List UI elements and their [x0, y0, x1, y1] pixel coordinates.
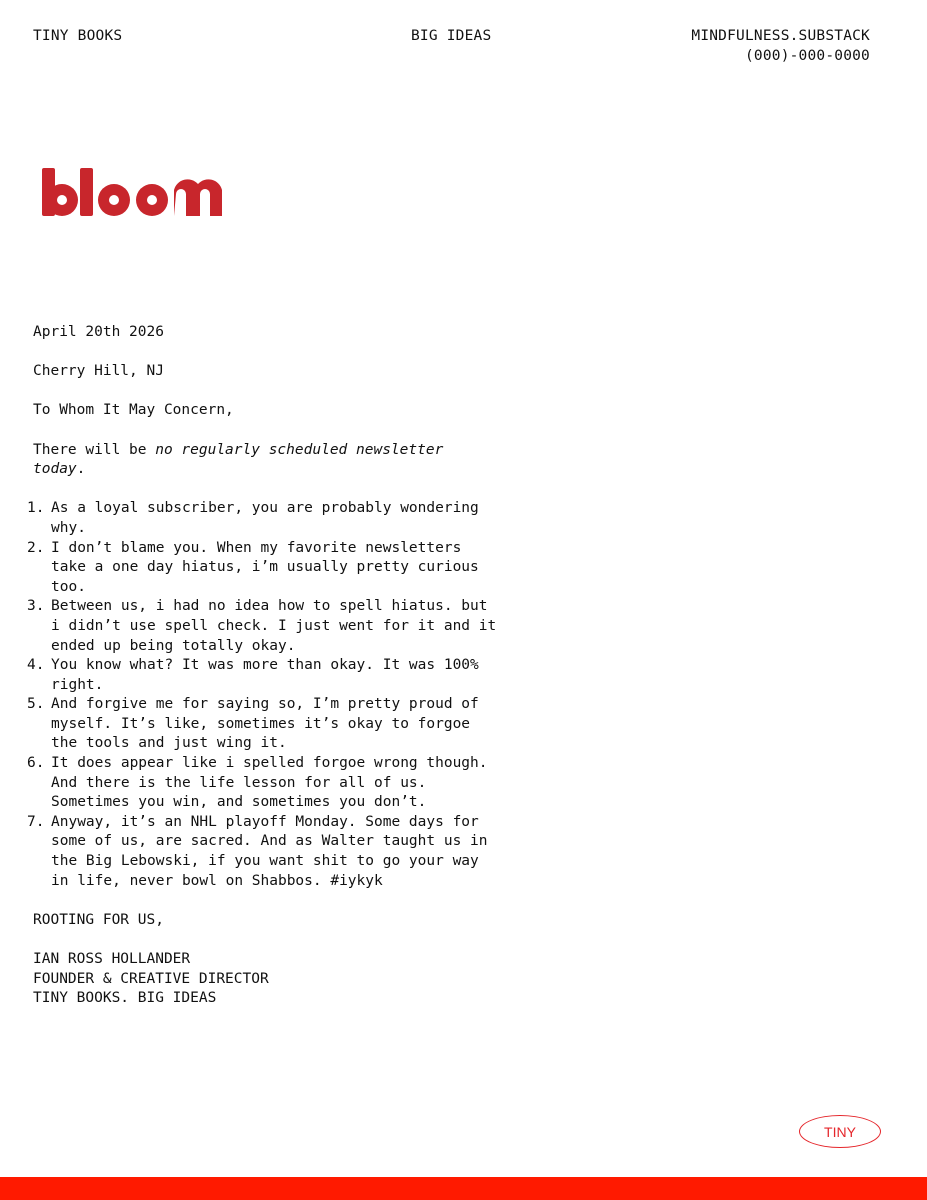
list-item	[27, 539, 503, 598]
list-item-number: 1.	[27, 500, 45, 517]
list-item-number: 2.	[27, 539, 45, 556]
list-item-text: And forgive me for saying so, I’m pretty proud of myself. It’s like, sometimes it’s okay to forgoe the tools and just wing it.	[51, 696, 479, 752]
list-item-text: As a loyal subscriber, you are probably wondering why.	[51, 500, 479, 536]
list-item-text: I don’t blame you. When my favorite newsletters take a one day hiatus, i’m usually pretty curious too.	[51, 539, 479, 595]
signature-company: TINY BOOKS. BIG IDEAS	[33, 990, 217, 1007]
list-item-number: 6.	[27, 755, 45, 772]
letter-closing: ROOTING FOR US,	[33, 911, 164, 928]
signature-block	[33, 950, 503, 1009]
bloom-logo	[40, 160, 256, 226]
list-item-text: Anyway, it’s an NHL playoff Monday. Some days for some of us, are sacred. And as Walter taught us in the Big Lebowski, if you want shit to go your way in life, never bowl on Shabbos. #iykyk	[51, 813, 488, 889]
list-item	[27, 754, 503, 813]
list-item-text: You know what? It was more than okay. It was 100% right.	[51, 657, 479, 693]
signature-title: FOUNDER & CREATIVE DIRECTOR	[33, 970, 269, 987]
header-phone: (000)-000-0000	[744, 48, 870, 64]
footer-bar	[0, 1177, 927, 1200]
list-item	[27, 695, 503, 754]
list-item-number: 3.	[27, 598, 45, 615]
list-item	[27, 597, 503, 656]
list-item-number: 4.	[27, 657, 45, 674]
list-item-number: 5.	[27, 696, 45, 713]
numbered-list	[27, 499, 503, 891]
list-item-text: Between us, i had no idea how to spell hiatus. but i didn’t use spell check. I just went for it and it ended up being totally okay.	[51, 598, 497, 654]
letter-salutation: To Whom It May Concern,	[33, 402, 234, 419]
signature-name: IAN ROSS HOLLANDER	[33, 951, 191, 967]
letter-location: Cherry Hill, NJ	[33, 363, 164, 380]
letter-body	[27, 323, 503, 1009]
header-tagline: BIG IDEAS	[411, 28, 492, 44]
list-item	[27, 656, 503, 695]
list-item	[27, 813, 503, 891]
tiny-badge: TINY	[799, 1115, 881, 1148]
header-substack-link[interactable]: MINDFULNESS.SUBSTACK	[691, 28, 870, 44]
letter-date: April 20th 2026	[33, 324, 164, 340]
intro-emphasis: no regularly scheduled newsletter today	[33, 441, 453, 478]
list-item	[27, 499, 503, 538]
header-contact	[691, 26, 870, 66]
header-brand: TINY BOOKS	[33, 28, 123, 44]
list-item-text: It does appear like i spelled forgoe wrong though. And there is the life lesson for all of us. Sometimes you win, and sometimes you don’t.	[51, 755, 488, 811]
letter-intro: There will be no regularly scheduled newsletter today.	[33, 441, 453, 478]
list-item-number: 7.	[27, 813, 45, 830]
